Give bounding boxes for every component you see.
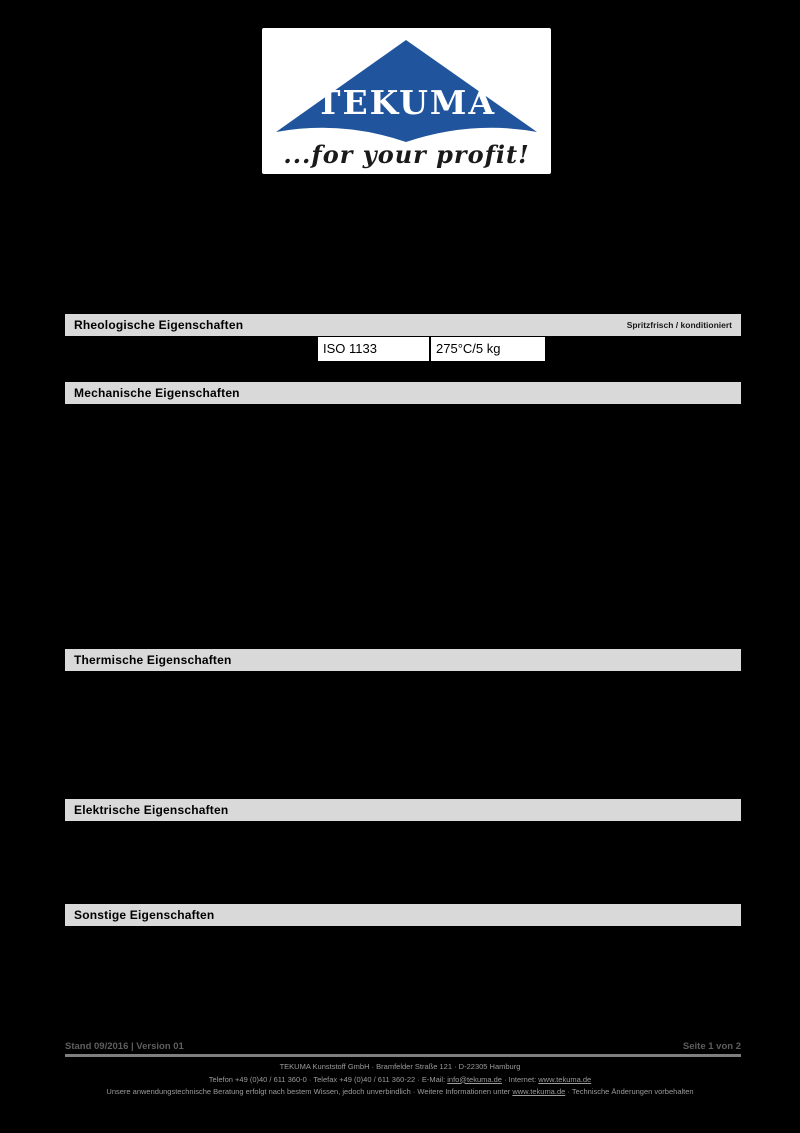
footer-line xyxy=(30,1061,770,1074)
condition-cell: 275°C/5 kg xyxy=(431,337,545,361)
section-bar-rheologische-eigenschaften xyxy=(65,314,741,336)
footer-meta-row xyxy=(65,1041,741,1052)
footer-line xyxy=(30,1074,770,1087)
logo-tagline: ...for your profit! xyxy=(283,140,530,169)
section-title: Sonstige Eigenschaften xyxy=(74,908,215,922)
footer-version-stamp: Stand 09/2016 | Version 01 xyxy=(65,1041,184,1052)
section-bar-sonstige-eigenschaften xyxy=(65,904,741,926)
section-bar-thermische-eigenschaften xyxy=(65,649,741,671)
footer-text-segment: Telefon +49 (0)40 / 611 360-0 · Telefax +49 (0)40 / 611 360-22 · E-Mail: xyxy=(208,1074,448,1084)
footer-text-segment: TEKUMA Kunststoff GmbH · Bramfelder Straße 121 · D-22305 Hamburg xyxy=(279,1062,521,1071)
footer-divider-line xyxy=(65,1054,741,1057)
footer-line xyxy=(30,1086,770,1099)
conditioning-note: Spritzfrisch / konditioniert xyxy=(626,320,732,330)
logo-brand-text: TEKUMA xyxy=(315,83,497,122)
footer-text-segment: · Technische Änderungen vorbehalten xyxy=(565,1087,694,1096)
logo-mountain-icon xyxy=(272,36,541,148)
section-bar-elektrische-eigenschaften xyxy=(65,799,741,821)
norm-cell: ISO 1133 xyxy=(318,337,429,361)
section-title: Thermische Eigenschaften xyxy=(74,653,232,667)
section-title: Elektrische Eigenschaften xyxy=(74,803,229,817)
tekuma-logo xyxy=(262,28,551,174)
section-title: Mechanische Eigenschaften xyxy=(74,386,240,400)
footer-link[interactable]: www.tekuma.de xyxy=(512,1087,566,1096)
section-bar-mechanische-eigenschaften xyxy=(65,382,741,404)
footer-text-segment: Unsere anwendungstechnische Beratung erfolgt nach bestem Wissen, jedoch unverbindlich · Weitere Informationen unter xyxy=(106,1087,513,1096)
section-title: Rheologische Eigenschaften xyxy=(74,318,244,332)
footer-lines xyxy=(30,1061,770,1099)
footer-link[interactable]: www.tekuma.de xyxy=(538,1074,592,1084)
page-number: Seite 1 von 2 xyxy=(682,1041,741,1052)
footer-link[interactable]: info@tekuma.de xyxy=(447,1074,502,1084)
footer-text-segment: · Internet: xyxy=(501,1074,539,1084)
table-row xyxy=(318,337,545,361)
